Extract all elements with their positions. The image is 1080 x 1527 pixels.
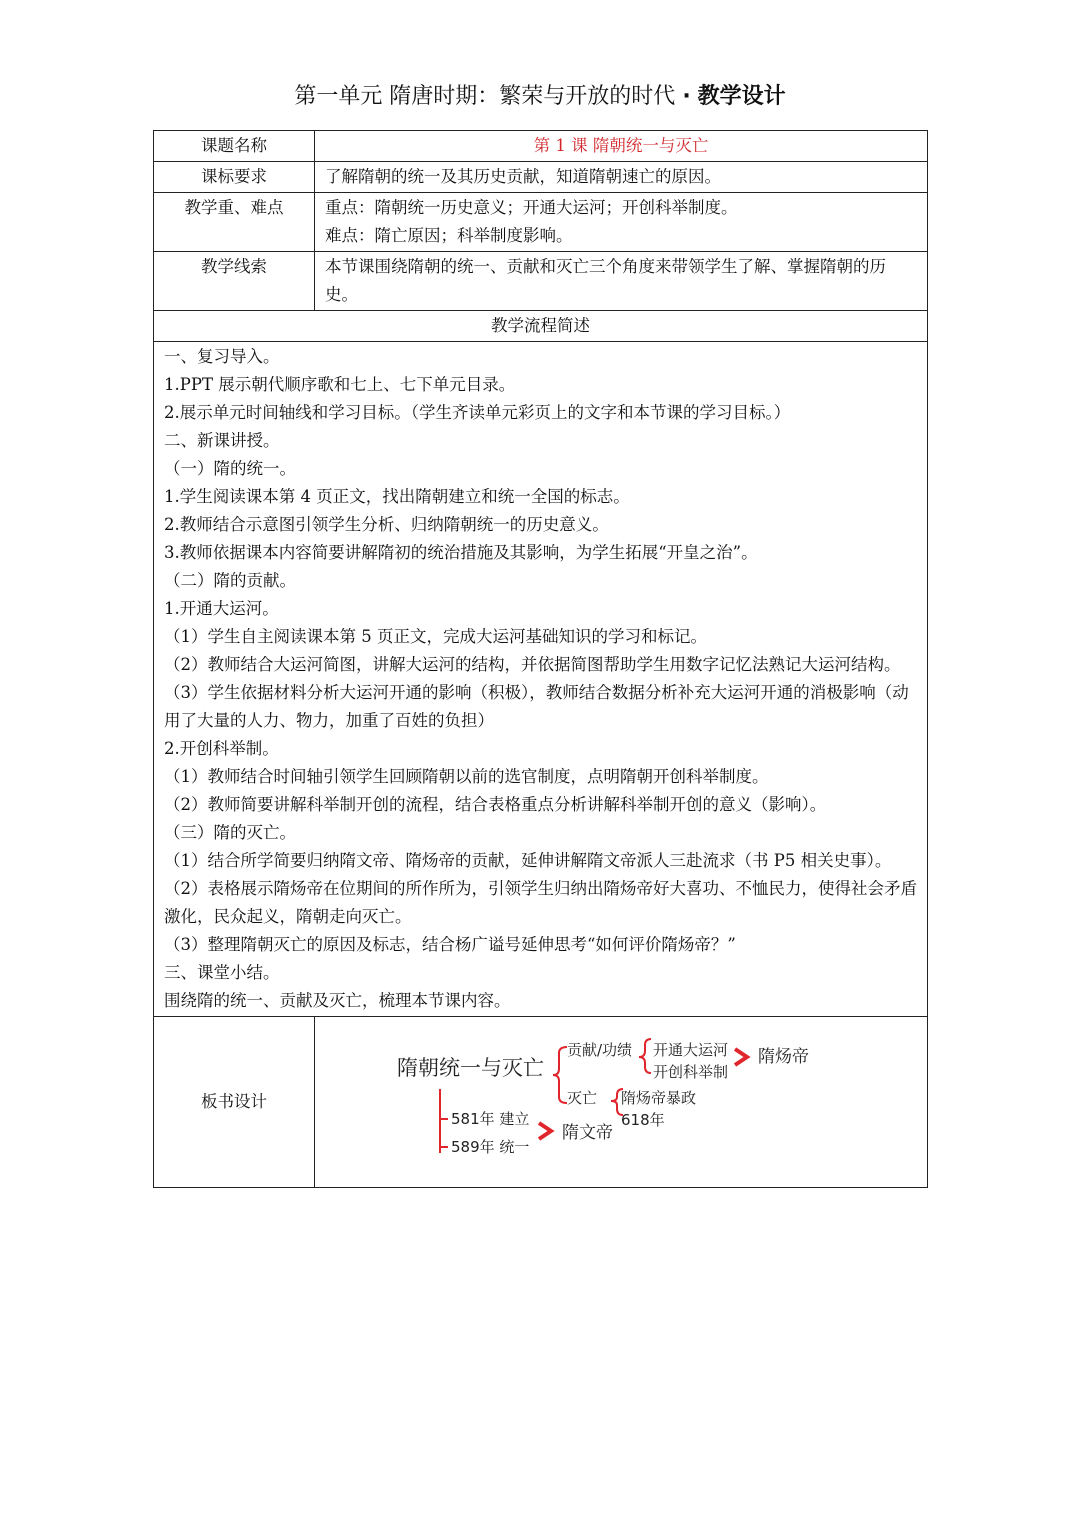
- key-points-value: [315, 193, 928, 252]
- flow-line: （2）表格展示隋炀帝在位期间的所作所为，引领学生归纳出隋炀帝好大喜功、不恤民力，使得社会矛盾激化，民众起义，隋朝走向灭亡。: [164, 879, 917, 926]
- flow-line: 围绕隋的统一、贡献及灭亡，梳理本节课内容。: [164, 991, 511, 1010]
- flow-line: 2.展示单元时间轴线和学习目标。（学生齐读单元彩页上的文字和本节课的学习目标。）: [164, 403, 791, 422]
- flow-line: （2）教师结合大运河简图，讲解大运河的结构，并依据简图帮助学生用数字记忆法熟记大运河结构。: [164, 655, 901, 674]
- flow-line: （2）教师简要讲解科举制开创的流程，结合表格重点分析讲解科举制开创的意义（影响）。: [164, 795, 827, 814]
- board-root: 隋朝统一与灭亡: [397, 1056, 544, 1080]
- board-tyranny: 隋炀帝暴政: [621, 1089, 697, 1107]
- board-diagram: [315, 1017, 927, 1185]
- flow-line: （一）隋的统一。: [164, 459, 296, 478]
- flow-row: [154, 342, 928, 1017]
- flow-line: 1.开通大运河。: [164, 599, 279, 618]
- board-fall: 灭亡: [567, 1089, 598, 1107]
- board-wendi: 隋文帝: [562, 1123, 613, 1143]
- design-title: 教学设计: [697, 84, 786, 109]
- flow-line: 2.教师结合示意图引领学生分析、归纳隋朝统一的历史意义。: [164, 515, 609, 534]
- flow-line: 一、复习导入。: [164, 347, 280, 366]
- flow-line: （1）结合所学简要归纳隋文帝、隋炀帝的贡献，延伸讲解隋文帝派人三赴流求（书 P5 相关史事）。: [164, 851, 892, 870]
- title-separator: ·: [682, 84, 691, 109]
- unit-title: 第一单元 隋唐时期：繁荣与开放的时代: [294, 84, 676, 109]
- lesson-plan-table: [153, 130, 928, 1188]
- topic-label: 课题名称: [154, 131, 315, 162]
- flow-line: 2.开创科举制。: [164, 739, 279, 758]
- page-title: [0, 80, 1080, 114]
- root-bracket: [553, 1047, 567, 1103]
- key-points-row: [154, 193, 928, 252]
- flow-line: 三、课堂小结。: [164, 963, 280, 982]
- flow-line: 1.PPT 展示朝代顺序歌和七上、七下单元目录。: [164, 375, 516, 394]
- clue-value: 本节课围绕隋朝的统一、贡献和灭亡三个角度来带领学生了解、掌握隋朝的历史。: [315, 252, 928, 311]
- standard-row: [154, 162, 928, 193]
- flow-line: （二）隋的贡献。: [164, 571, 296, 590]
- flow-line: （三）隋的灭亡。: [164, 823, 296, 842]
- board-unified: 589年 统一: [451, 1138, 530, 1156]
- flow-line: （3）整理隋朝灭亡的原因及标志，结合杨广谥号延伸思考“如何评价隋炀帝？”: [164, 935, 736, 954]
- wendi-arrow: [539, 1123, 551, 1139]
- board-yangdi: 隋炀帝: [758, 1047, 809, 1067]
- clue-row: [154, 252, 928, 311]
- standard-value: 了解隋朝的统一及其历史贡献，知道隋朝速亡的原因。: [315, 162, 928, 193]
- board-row: [154, 1017, 928, 1188]
- clue-label: 教学线索: [154, 252, 315, 311]
- flow-content: [154, 342, 928, 1017]
- key-points-label: 教学重、难点: [154, 193, 315, 252]
- yangdi-arrow: [735, 1049, 747, 1065]
- flow-line: 1.学生阅读课本第 4 页正文，找出隋朝建立和统一全国的标志。: [164, 487, 630, 506]
- key-point-line: 重点：隋朝统一历史意义；开通大运河；开创科举制度。: [325, 198, 738, 217]
- flow-line: （1）学生自主阅读课本第 5 页正文，完成大运河基础知识的学习和标记。: [164, 627, 707, 646]
- board-design-cell: [315, 1017, 928, 1188]
- topic-row: [154, 131, 928, 162]
- board-founded: 581年 建立: [451, 1110, 530, 1128]
- flow-line: 二、新课讲授。: [164, 431, 280, 450]
- flow-header: 教学流程简述: [154, 311, 928, 342]
- board-year-618: 618年: [621, 1111, 665, 1129]
- topic-value: 第 1 课 隋朝统一与灭亡: [315, 131, 928, 162]
- board-label: 板书设计: [154, 1017, 315, 1188]
- contribution-bracket: [639, 1039, 651, 1073]
- flow-line: （3）学生依据材料分析大运河开通的影响（积极），教师结合数据分析补充大运河开通的消极影响（动用了大量的人力、物力，加重了百姓的负担）: [164, 683, 909, 730]
- board-contribution: 贡献/功绩: [567, 1041, 633, 1059]
- difficult-point-line: 难点：隋亡原因；科举制度影响。: [325, 226, 573, 245]
- standard-label: 课标要求: [154, 162, 315, 193]
- board-keju: 开创科举制: [653, 1063, 729, 1081]
- flow-line: （1）教师结合时间轴引领学生回顾隋朝以前的选官制度，点明隋朝开创科举制度。: [164, 767, 769, 786]
- flow-line: 3.教师依据课本内容简要讲解隋初的统治措施及其影响，为学生拓展“开皇之治”。: [164, 543, 758, 562]
- board-canal: 开通大运河: [653, 1041, 729, 1059]
- flow-header-row: [154, 311, 928, 342]
